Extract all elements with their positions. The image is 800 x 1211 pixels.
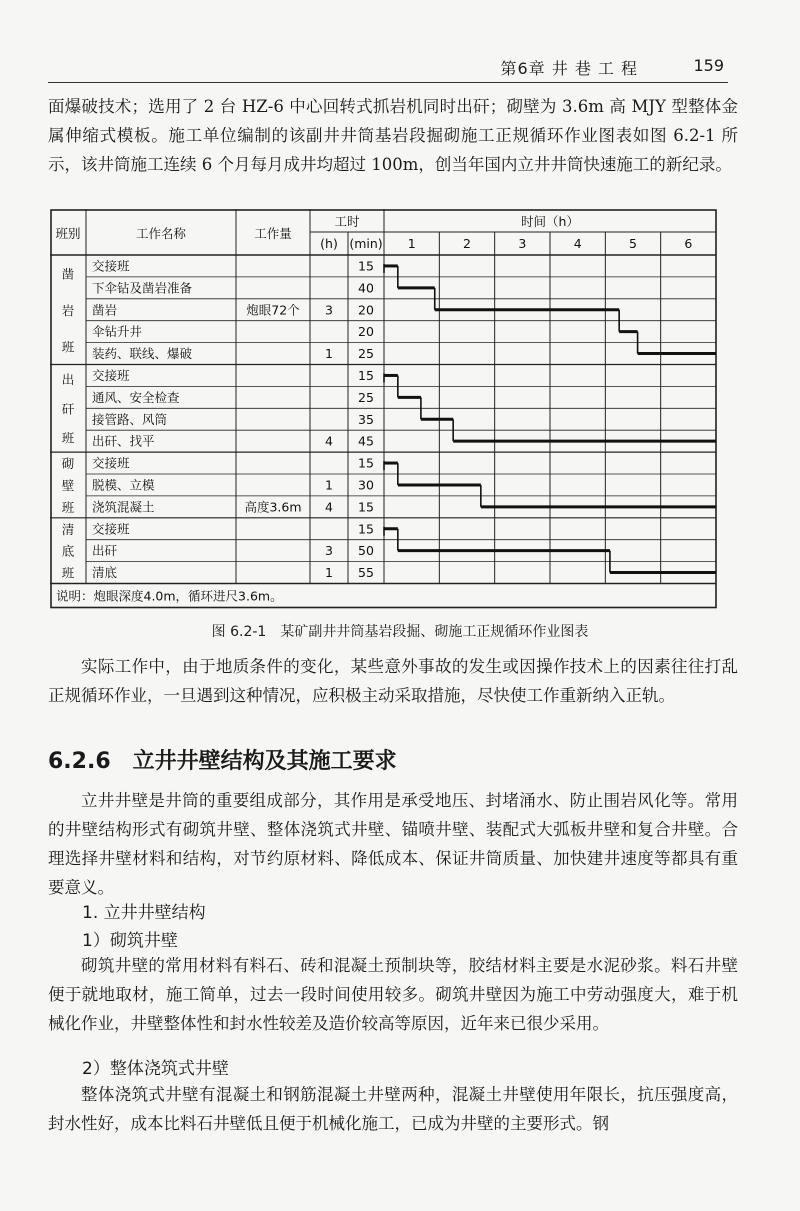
hours-cell: 1 bbox=[325, 565, 333, 581]
hours-cell: 4 bbox=[325, 499, 333, 515]
minutes-cell: 25 bbox=[358, 389, 374, 405]
minutes-cell: 45 bbox=[358, 433, 374, 449]
team-label-char: 清 bbox=[61, 521, 75, 537]
minutes-cell: 15 bbox=[358, 455, 374, 471]
work-name-cell: 交接班 bbox=[92, 455, 130, 471]
work-name-cell: 交接班 bbox=[92, 258, 130, 274]
page-header bbox=[48, 52, 728, 83]
chapter-title: 第6章 井 巷 工 程 bbox=[500, 59, 638, 78]
team-label-char: 出 bbox=[61, 372, 75, 388]
time-tick-label: 1 bbox=[407, 236, 416, 251]
minutes-cell: 15 bbox=[358, 367, 374, 383]
team-label-char: 班 bbox=[61, 499, 75, 515]
time-tick-label: 3 bbox=[518, 236, 527, 251]
hours-cell: 3 bbox=[325, 302, 333, 318]
minutes-cell: 20 bbox=[358, 324, 374, 340]
time-tick-label: 5 bbox=[629, 236, 637, 251]
subsection-1b-title: 2）整体浇筑式井壁 bbox=[82, 1059, 229, 1079]
minutes-cell: 35 bbox=[358, 411, 374, 427]
paragraph-after-figure: 实际工作中，由于地质条件的变化，某些意外事故的发生或因操作技术上的因素往往打乱正规循环作业，一旦遇到这种情况，应积极主动采取措施，尽快使工作重新纳入正轨。 bbox=[48, 657, 738, 705]
team-label-char: 班 bbox=[61, 565, 75, 581]
work-name-cell: 下伞钻及凿岩准备 bbox=[92, 280, 193, 296]
team-label-char: 砌 bbox=[61, 456, 75, 472]
subsection-1a-title: 1）砌筑井壁 bbox=[82, 931, 178, 951]
header-work-name: 工作名称 bbox=[135, 226, 187, 241]
team-label-char: 班 bbox=[61, 430, 75, 446]
work-name-cell: 装药、联线、爆破 bbox=[92, 346, 193, 362]
minutes-cell: 50 bbox=[358, 543, 374, 559]
subsection-1-title: 1. 立井井壁结构 bbox=[82, 903, 206, 923]
header-minutes: (min) bbox=[349, 236, 383, 251]
header-team: 班别 bbox=[55, 226, 81, 241]
hours-cell: 4 bbox=[325, 433, 333, 449]
time-tick-label: 2 bbox=[463, 236, 471, 251]
work-name-cell: 伞钻升井 bbox=[92, 324, 143, 340]
figure-caption: 图 6.2-1 某矿副井井筒基岩段掘、砌施工正规循环作业图表 bbox=[211, 624, 589, 640]
cycle-chart-svg bbox=[50, 209, 718, 612]
header-hours: (h) bbox=[320, 236, 338, 251]
workload-cell: 炮眼72个 bbox=[246, 302, 300, 318]
header-time-axis: 时间（h） bbox=[521, 214, 579, 229]
time-tick-label: 6 bbox=[684, 236, 693, 251]
page-number: 159 bbox=[693, 56, 724, 75]
work-name-cell: 接管路、风筒 bbox=[92, 411, 168, 427]
minutes-cell: 55 bbox=[358, 565, 374, 581]
time-tick-label: 4 bbox=[573, 236, 582, 251]
work-name-cell: 脱模、立模 bbox=[92, 477, 155, 493]
minutes-cell: 40 bbox=[358, 280, 374, 296]
intro-paragraph: 面爆破技术；选用了 2 台 HZ-6 中心回转式抓岩机同时出矸；砌壁为 3.6m 高 MJY 型整体金属伸缩式模板。施工单位编制的该副井井筒基岩段掘砌施工正规循环作业图表如图 6.2-1 所示，该井筒施工连续 6 个月每月成井均超过 100m，创当年国内立井井筒快速施工的新纪录。 bbox=[48, 97, 738, 174]
minutes-cell: 30 bbox=[358, 477, 374, 493]
team-label-char: 凿 bbox=[61, 266, 75, 282]
work-name-cell: 浇筑混凝土 bbox=[92, 499, 155, 515]
hours-cell: 1 bbox=[325, 346, 333, 362]
minutes-cell: 15 bbox=[358, 499, 374, 515]
subsection-1a-text: 砌筑井壁的常用材料有料石、砖和混凝土预制块等，胶结材料主要是水泥砂浆。料石井壁便于就地取材，施工简单，过去一段时间使用较多。砌筑井壁因为施工中劳动强度大，难于机械化作业，井壁整体性和封水性较差及造价较高等原因，近年来已很少采用。 bbox=[48, 956, 738, 1033]
work-name-cell: 交接班 bbox=[92, 367, 130, 383]
minutes-cell: 25 bbox=[358, 346, 374, 362]
team-label-char: 底 bbox=[61, 543, 75, 559]
work-name-cell: 清底 bbox=[92, 565, 118, 581]
team-label-char: 矸 bbox=[61, 401, 75, 417]
section-title: 立井井壁结构及其施工要求 bbox=[132, 749, 397, 774]
section-number: 6.2.6 bbox=[48, 749, 111, 774]
hours-cell: 3 bbox=[325, 543, 333, 559]
team-label-char: 岩 bbox=[61, 302, 75, 318]
header-workload: 工作量 bbox=[254, 226, 292, 241]
header-work-time: 工时 bbox=[334, 214, 360, 229]
work-name-cell: 出矸 bbox=[92, 543, 118, 559]
hours-cell: 1 bbox=[325, 477, 333, 493]
section-heading bbox=[48, 744, 397, 775]
minutes-cell: 20 bbox=[358, 302, 374, 318]
work-name-cell: 交接班 bbox=[92, 521, 130, 537]
work-name-cell: 出矸、找平 bbox=[92, 433, 155, 449]
team-label-char: 壁 bbox=[61, 477, 75, 493]
team-label-char: 班 bbox=[61, 339, 75, 355]
subsection-1b-text: 整体浇筑式井壁有混凝土和钢筋混凝土井壁两种，混凝土井壁使用年限长，抗压强度高，封水性好，成本比料石井壁低且便于机械化施工，已成为井壁的主要形式。钢 bbox=[48, 1085, 738, 1133]
work-name-cell: 凿岩 bbox=[92, 302, 118, 318]
minutes-cell: 15 bbox=[358, 521, 374, 537]
minutes-cell: 15 bbox=[358, 258, 374, 274]
table-note: 说明：炮眼深度4.0m，循环进尺3.6m。 bbox=[56, 588, 283, 604]
workload-cell: 高度3.6m bbox=[244, 499, 302, 515]
section-intro-paragraph: 立井井壁是井筒的重要组成部分，其作用是承受地压、封堵涌水、防止围岩风化等。常用的井壁结构形式有砌筑井壁、整体浇筑式井壁、锚喷井壁、装配式大弧板井壁和复合井壁。合理选择井壁材料和结构，对节约原材料、降低成本、保证井筒质量、加快建井速度等都具有重要意义。 bbox=[48, 791, 738, 897]
cycle-operation-table bbox=[50, 209, 718, 612]
work-name-cell: 通风、安全检查 bbox=[92, 389, 180, 405]
